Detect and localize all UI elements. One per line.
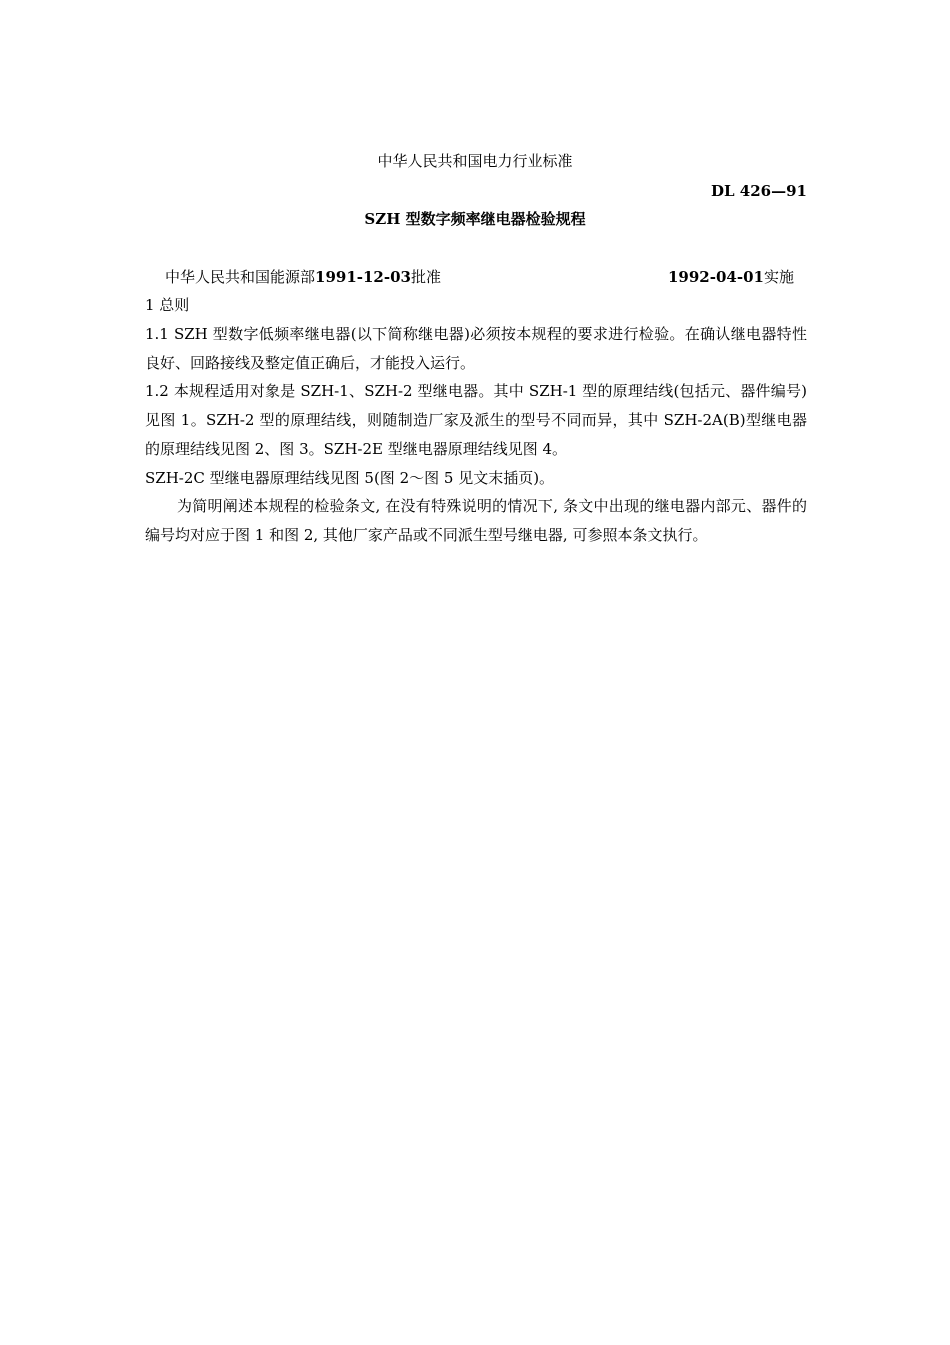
approval-date: 1991-12-03	[315, 268, 411, 286]
standard-code: DL 426—91	[711, 182, 807, 200]
effective-date: 1992-04-01	[668, 268, 764, 286]
approval-authority: 中华人民共和国能源部	[165, 268, 316, 286]
standard-org-heading: 中华人民共和国电力行业标准	[377, 152, 573, 170]
approval-line	[165, 267, 441, 287]
effective-label: 实施	[763, 268, 794, 286]
approval-label: 批准	[410, 268, 441, 286]
paragraph-1-2-continued: SZH-2C 型继电器原理结线见图 5(图 2～图 5 见文末插页)。	[145, 469, 555, 487]
document-title: SZH 型数字频率继电器检验规程	[364, 210, 586, 228]
paragraph-scope-note: 为简明阐述本规程的检验条文, 在没有特殊说明的情况下, 条文中出现的继电器内部元、器件的编号均对应于图 1 和图 2, 其他厂家产品或不同派生型号继电器, 可参照本条文执行。	[145, 497, 807, 544]
section-heading: 1 总则	[145, 296, 190, 314]
paragraph-1-2: 1.2 本规程适用对象是 SZH-1、SZH-2 型继电器。其中 SZH-1 型的原理结线(包括元、器件编号)见图 1。SZH-2 型的原理结线，则随制造厂家及派生的型号不同而异，其中 SZH-2A(B)型继电器的原理结线见图 2、图 3。SZH-2E 型继电器原理结线见图 4。	[145, 382, 807, 458]
effective-line	[668, 267, 794, 287]
paragraph-1-1: 1.1 SZH 型数字低频率继电器(以下简称继电器)必须按本规程的要求进行检验。在确认继电器特性良好、回路接线及整定值正确后，才能投入运行。	[145, 325, 807, 372]
